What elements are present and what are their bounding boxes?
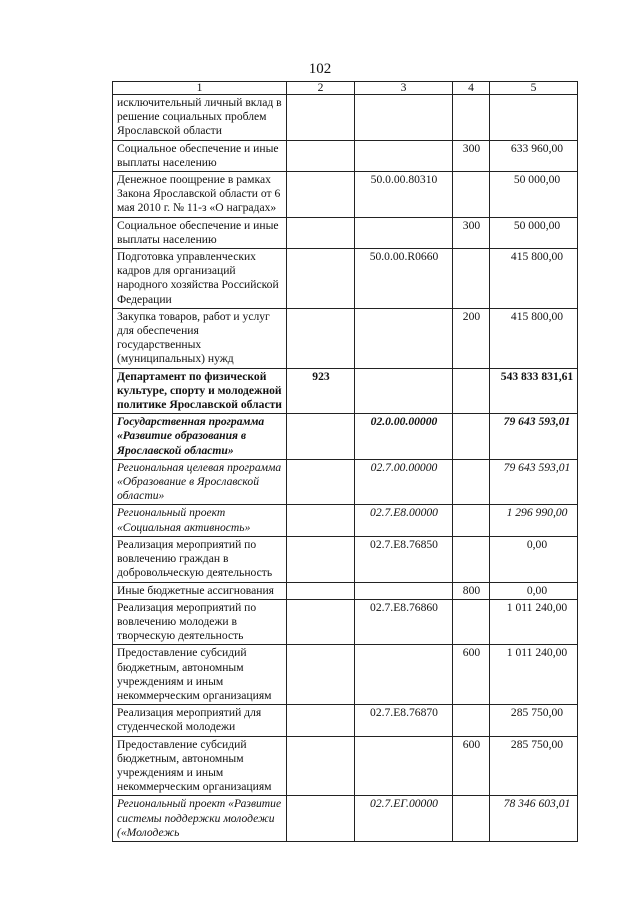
row-amount-cell: 79 643 593,01 [490,414,578,460]
row-type-cell [453,705,490,736]
table-row [113,217,578,248]
row-code-cell: 02.7.E8.00000 [355,505,453,536]
row-type-cell: 300 [453,140,490,171]
row-code-cell: 02.7.E8.76860 [355,599,453,645]
row-amount-cell: 78 346 603,01 [490,796,578,842]
row-type-cell [453,414,490,460]
table-row [113,172,578,218]
row-code-cell: 02.7.E8.76850 [355,536,453,582]
row-name-cell: Региональный проект «Развитие системы поддержки молодежи («Молодежь [113,796,287,842]
row-dept-cell [287,536,355,582]
row-amount-cell: 1 011 240,00 [490,645,578,705]
row-amount-cell [490,95,578,141]
row-code-cell [355,217,453,248]
row-name-cell: Социальное обеспечение и иные выплаты населению [113,140,287,171]
table-row [113,599,578,645]
table-row [113,140,578,171]
table-row [113,368,578,414]
row-type-cell: 200 [453,308,490,368]
row-type-cell [453,368,490,414]
table-row [113,249,578,309]
header-col-2: 2 [287,82,355,95]
row-code-cell: 50.0.00.R0660 [355,249,453,309]
table-row [113,505,578,536]
row-amount-cell: 1 011 240,00 [490,599,578,645]
row-amount-cell: 543 833 831,61 [490,368,578,414]
table-row [113,736,578,796]
table-row [113,414,578,460]
table-row [113,536,578,582]
row-code-cell [355,736,453,796]
row-dept-cell [287,505,355,536]
row-amount-cell: 50 000,00 [490,217,578,248]
row-type-cell [453,796,490,842]
row-code-cell: 02.0.00.00000 [355,414,453,460]
row-amount-cell: 0,00 [490,536,578,582]
table-row [113,645,578,705]
row-name-cell: Денежное поощрение в рамках Закона Ярославской области от 6 мая 2010 г. № 11-з «О наградах» [113,172,287,218]
row-amount-cell: 79 643 593,01 [490,459,578,505]
row-type-cell [453,599,490,645]
row-name-cell: Предоставление субсидий бюджетным, автономным учреждениям и иным некоммерческим организациям [113,645,287,705]
row-dept-cell [287,582,355,599]
row-name-cell: Реализация мероприятий для студенческой молодежи [113,705,287,736]
row-name-cell: Реализация мероприятий по вовлечению молодежи в творческую деятельность [113,599,287,645]
row-name-cell: Социальное обеспечение и иные выплаты населению [113,217,287,248]
row-code-cell [355,645,453,705]
row-dept-cell [287,645,355,705]
header-col-1: 1 [113,82,287,95]
row-code-cell [355,308,453,368]
row-dept-cell [287,736,355,796]
header-col-3: 3 [355,82,453,95]
row-name-cell: Региональный проект «Социальная активность» [113,505,287,536]
row-type-cell: 300 [453,217,490,248]
row-name-cell: Предоставление субсидий бюджетным, автономным учреждениям и иным некоммерческим организациям [113,736,287,796]
row-type-cell [453,536,490,582]
row-dept-cell [287,459,355,505]
row-name-cell: Закупка товаров, работ и услуг для обеспечения государственных (муниципальных) нужд [113,308,287,368]
row-name-cell: исключительный личный вклад в решение социальных проблем Ярославской области [113,95,287,141]
row-code-cell [355,95,453,141]
row-code-cell [355,140,453,171]
row-name-cell: Подготовка управленческих кадров для организаций народного хозяйства Российской Федерации [113,249,287,309]
row-amount-cell: 633 960,00 [490,140,578,171]
row-dept-cell [287,140,355,171]
row-amount-cell: 285 750,00 [490,705,578,736]
header-col-5: 5 [490,82,578,95]
row-name-cell: Департамент по физической культуре, спорту и молодежной политике Ярославской области [113,368,287,414]
row-name-cell: Иные бюджетные ассигнования [113,582,287,599]
row-dept-cell [287,172,355,218]
row-dept-cell [287,705,355,736]
row-amount-cell: 285 750,00 [490,736,578,796]
row-type-cell: 600 [453,736,490,796]
table-row [113,95,578,141]
row-dept-cell [287,796,355,842]
row-dept-cell [287,599,355,645]
row-amount-cell: 415 800,00 [490,249,578,309]
row-amount-cell: 50 000,00 [490,172,578,218]
row-type-cell [453,95,490,141]
row-amount-cell: 415 800,00 [490,308,578,368]
table-row [113,705,578,736]
row-code-cell [355,582,453,599]
row-name-cell: Региональная целевая программа «Образование в Ярославской области» [113,459,287,505]
row-dept-cell: 923 [287,368,355,414]
row-name-cell: Реализация мероприятий по вовлечению граждан в добровольческую деятельность [113,536,287,582]
table-header-row [113,82,578,95]
row-type-cell [453,249,490,309]
row-dept-cell [287,414,355,460]
row-code-cell: 50.0.00.80310 [355,172,453,218]
table-body [113,95,578,842]
page-number: 102 [308,61,332,77]
table-row [113,582,578,599]
row-dept-cell [287,95,355,141]
table-row [113,459,578,505]
header-col-4: 4 [453,82,490,95]
row-dept-cell [287,217,355,248]
row-amount-cell: 1 296 990,00 [490,505,578,536]
row-type-cell: 800 [453,582,490,599]
row-type-cell [453,172,490,218]
row-code-cell: 02.7.EГ.00000 [355,796,453,842]
table-row [113,308,578,368]
row-type-cell [453,459,490,505]
budget-table [112,81,578,842]
row-code-cell: 02.7.E8.76870 [355,705,453,736]
row-code-cell [355,368,453,414]
row-name-cell: Государственная программа «Развитие образования в Ярославской области» [113,414,287,460]
row-type-cell [453,505,490,536]
row-amount-cell: 0,00 [490,582,578,599]
row-dept-cell [287,249,355,309]
table-row [113,796,578,842]
row-code-cell: 02.7.00.00000 [355,459,453,505]
row-type-cell: 600 [453,645,490,705]
row-dept-cell [287,308,355,368]
